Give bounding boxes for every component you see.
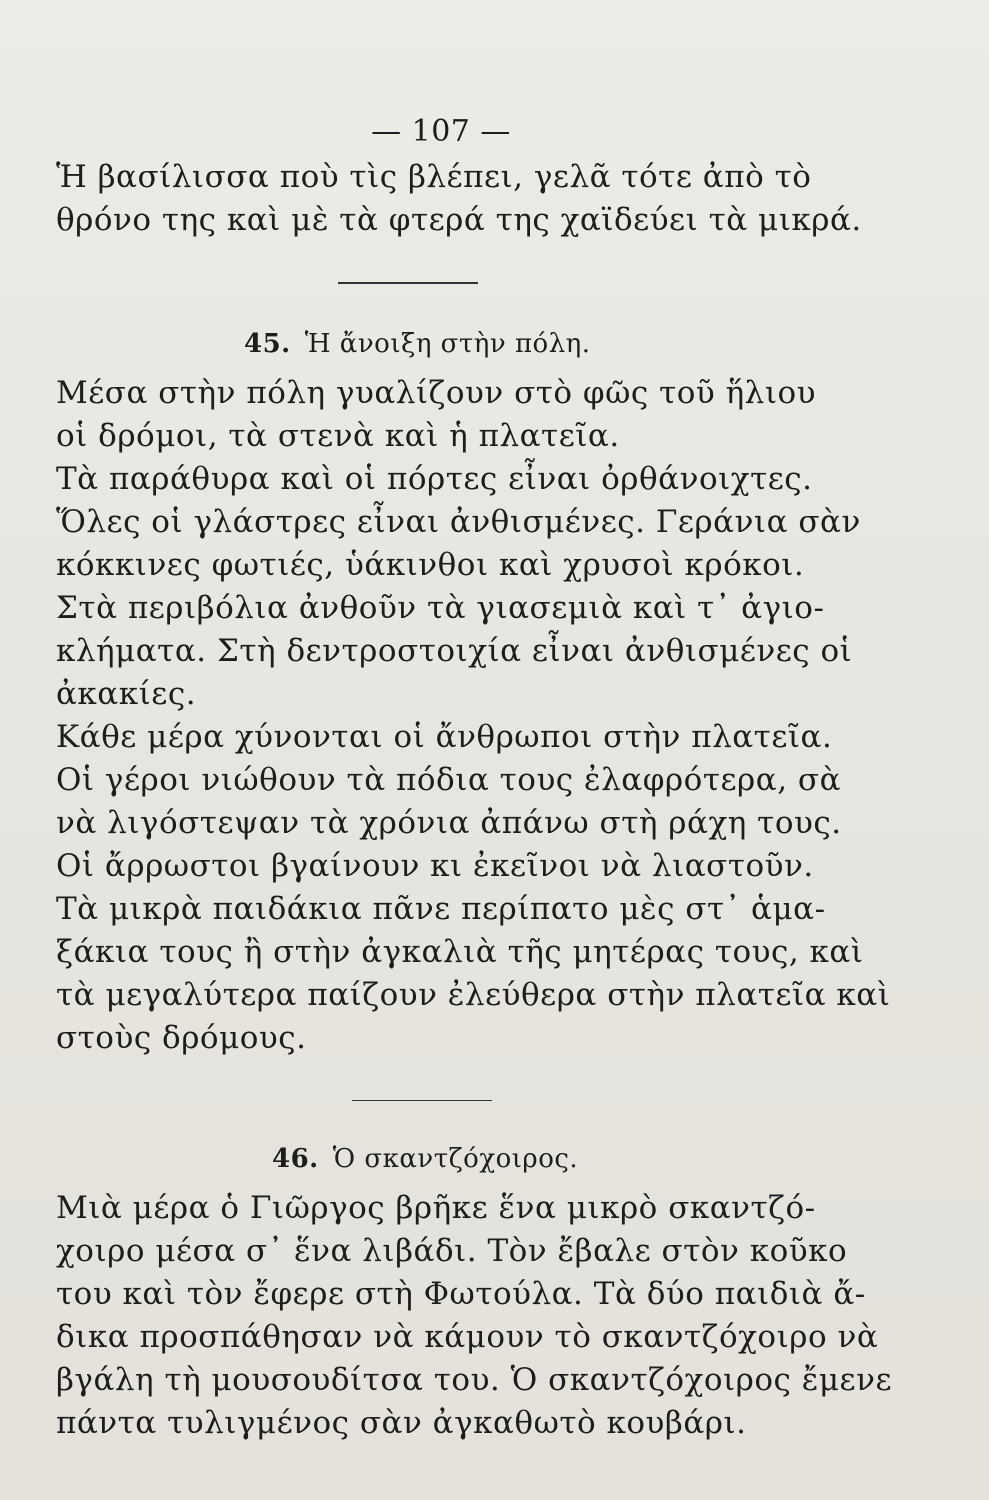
- text-line: του καὶ τὸν ἔφερε στὴ Φωτούλα. Τὰ δύο παιδιὰ ἄ-: [56, 1276, 866, 1312]
- section-divider: [338, 282, 478, 284]
- section-number: 45.: [244, 328, 291, 359]
- intro-paragraph: [56, 156, 862, 242]
- text-line: Μιὰ μέρα ὁ Γιῶργος βρῆκε ἕνα μικρὸ σκαντζό-: [56, 1190, 816, 1226]
- text-line: οἱ δρόμοι, τὰ στενὰ καὶ ἡ πλατεῖα.: [56, 417, 620, 454]
- page-text: [56, 108, 893, 1445]
- text-line: ἀκακίες.: [56, 675, 197, 712]
- text-line: Μέσα στὴν πόλη γυαλίζουν στὸ φῶς τοῦ ἥλιου: [56, 374, 816, 411]
- text-line: Κάθε μέρα χύνονται οἱ ἄνθρωποι στὴν πλατεῖα.: [56, 718, 833, 755]
- text-line: βγάλη τὴ μουσουδίτσα του. Ὁ σκαντζόχοιρος ἔμενε: [56, 1362, 893, 1398]
- text-line: τὰ μεγαλύτερα παίζουν ἐλεύθερα στὴν πλατεῖα καὶ: [56, 976, 891, 1013]
- text-line: Ἡ βασίλισσα ποὺ τὶς βλέπει, γελᾶ τότε ἀπὸ τὸ: [56, 159, 812, 195]
- text-line: δικα προσπάθησαν νὰ κάμουν τὸ σκαντζόχοιρο νὰ: [56, 1319, 879, 1355]
- text-line: νὰ λιγόστεψαν τὰ χρόνια ἀπάνω στὴ ράχη τους.: [56, 804, 842, 841]
- text-line: Τὰ μικρὰ παιδάκια πᾶνε περίπατο μὲς στ᾽ ἁμα-: [56, 890, 826, 927]
- section-title: Ὁ σκαντζόχοιρος.: [332, 1144, 579, 1174]
- text-line: κλήματα. Στὴ δεντροστοιχία εἶναι ἀνθισμένες οἱ: [56, 632, 853, 669]
- section-title: Ἡ ἄνοιξη στὴν πόλη.: [304, 328, 591, 359]
- section-heading: [56, 316, 796, 372]
- text-line: πάντα τυλιγμένος σὰν ἀγκαθωτὸ κουβάρι.: [56, 1405, 747, 1441]
- text-line: Ὅλες οἱ γλάστρες εἶναι ἀνθισμένες. Γεράνια σὰν: [56, 503, 861, 540]
- section-body: [56, 1187, 893, 1445]
- page-number: — 107 —: [371, 114, 511, 149]
- text-line: Οἱ ἄρρωστοι βγαίνουν κι ἐκεῖνοι νὰ λιαστοῦν.: [56, 847, 814, 884]
- text-line: κόκκινες φωτιές, ὑάκινθοι καὶ χρυσοὶ κρόκοι.: [56, 546, 805, 583]
- text-line: Οἱ γέροι νιώθουν τὰ πόδια τους ἐλαφρότερα, σὰ: [56, 761, 841, 798]
- section-divider: [352, 1100, 492, 1102]
- text-line: στοὺς δρόμους.: [56, 1019, 307, 1056]
- text-line: χοιρο μέσα σ᾽ ἕνα λιβάδι. Τὸν ἔβαλε στὸν κοῦκο: [56, 1233, 848, 1269]
- section-body: [56, 372, 891, 1060]
- section-heading: [56, 1131, 796, 1187]
- text-line: Τὰ παράθυρα καὶ οἱ πόρτες εἶναι ὀρθάνοιχτες.: [56, 460, 813, 497]
- section-number: 46.: [272, 1144, 319, 1174]
- text-line: θρόνο της καὶ μὲ τὰ φτερά της χαϊδεύει τὰ μικρά.: [56, 202, 862, 238]
- text-line: ξάκια τους ἢ στὴν ἀγκαλιὰ τῆς μητέρας τους, καὶ: [56, 933, 864, 970]
- text-line: Στὰ περιβόλια ἀνθοῦν τὰ γιασεμιὰ καὶ τ᾽ ἀγιο-: [56, 589, 825, 626]
